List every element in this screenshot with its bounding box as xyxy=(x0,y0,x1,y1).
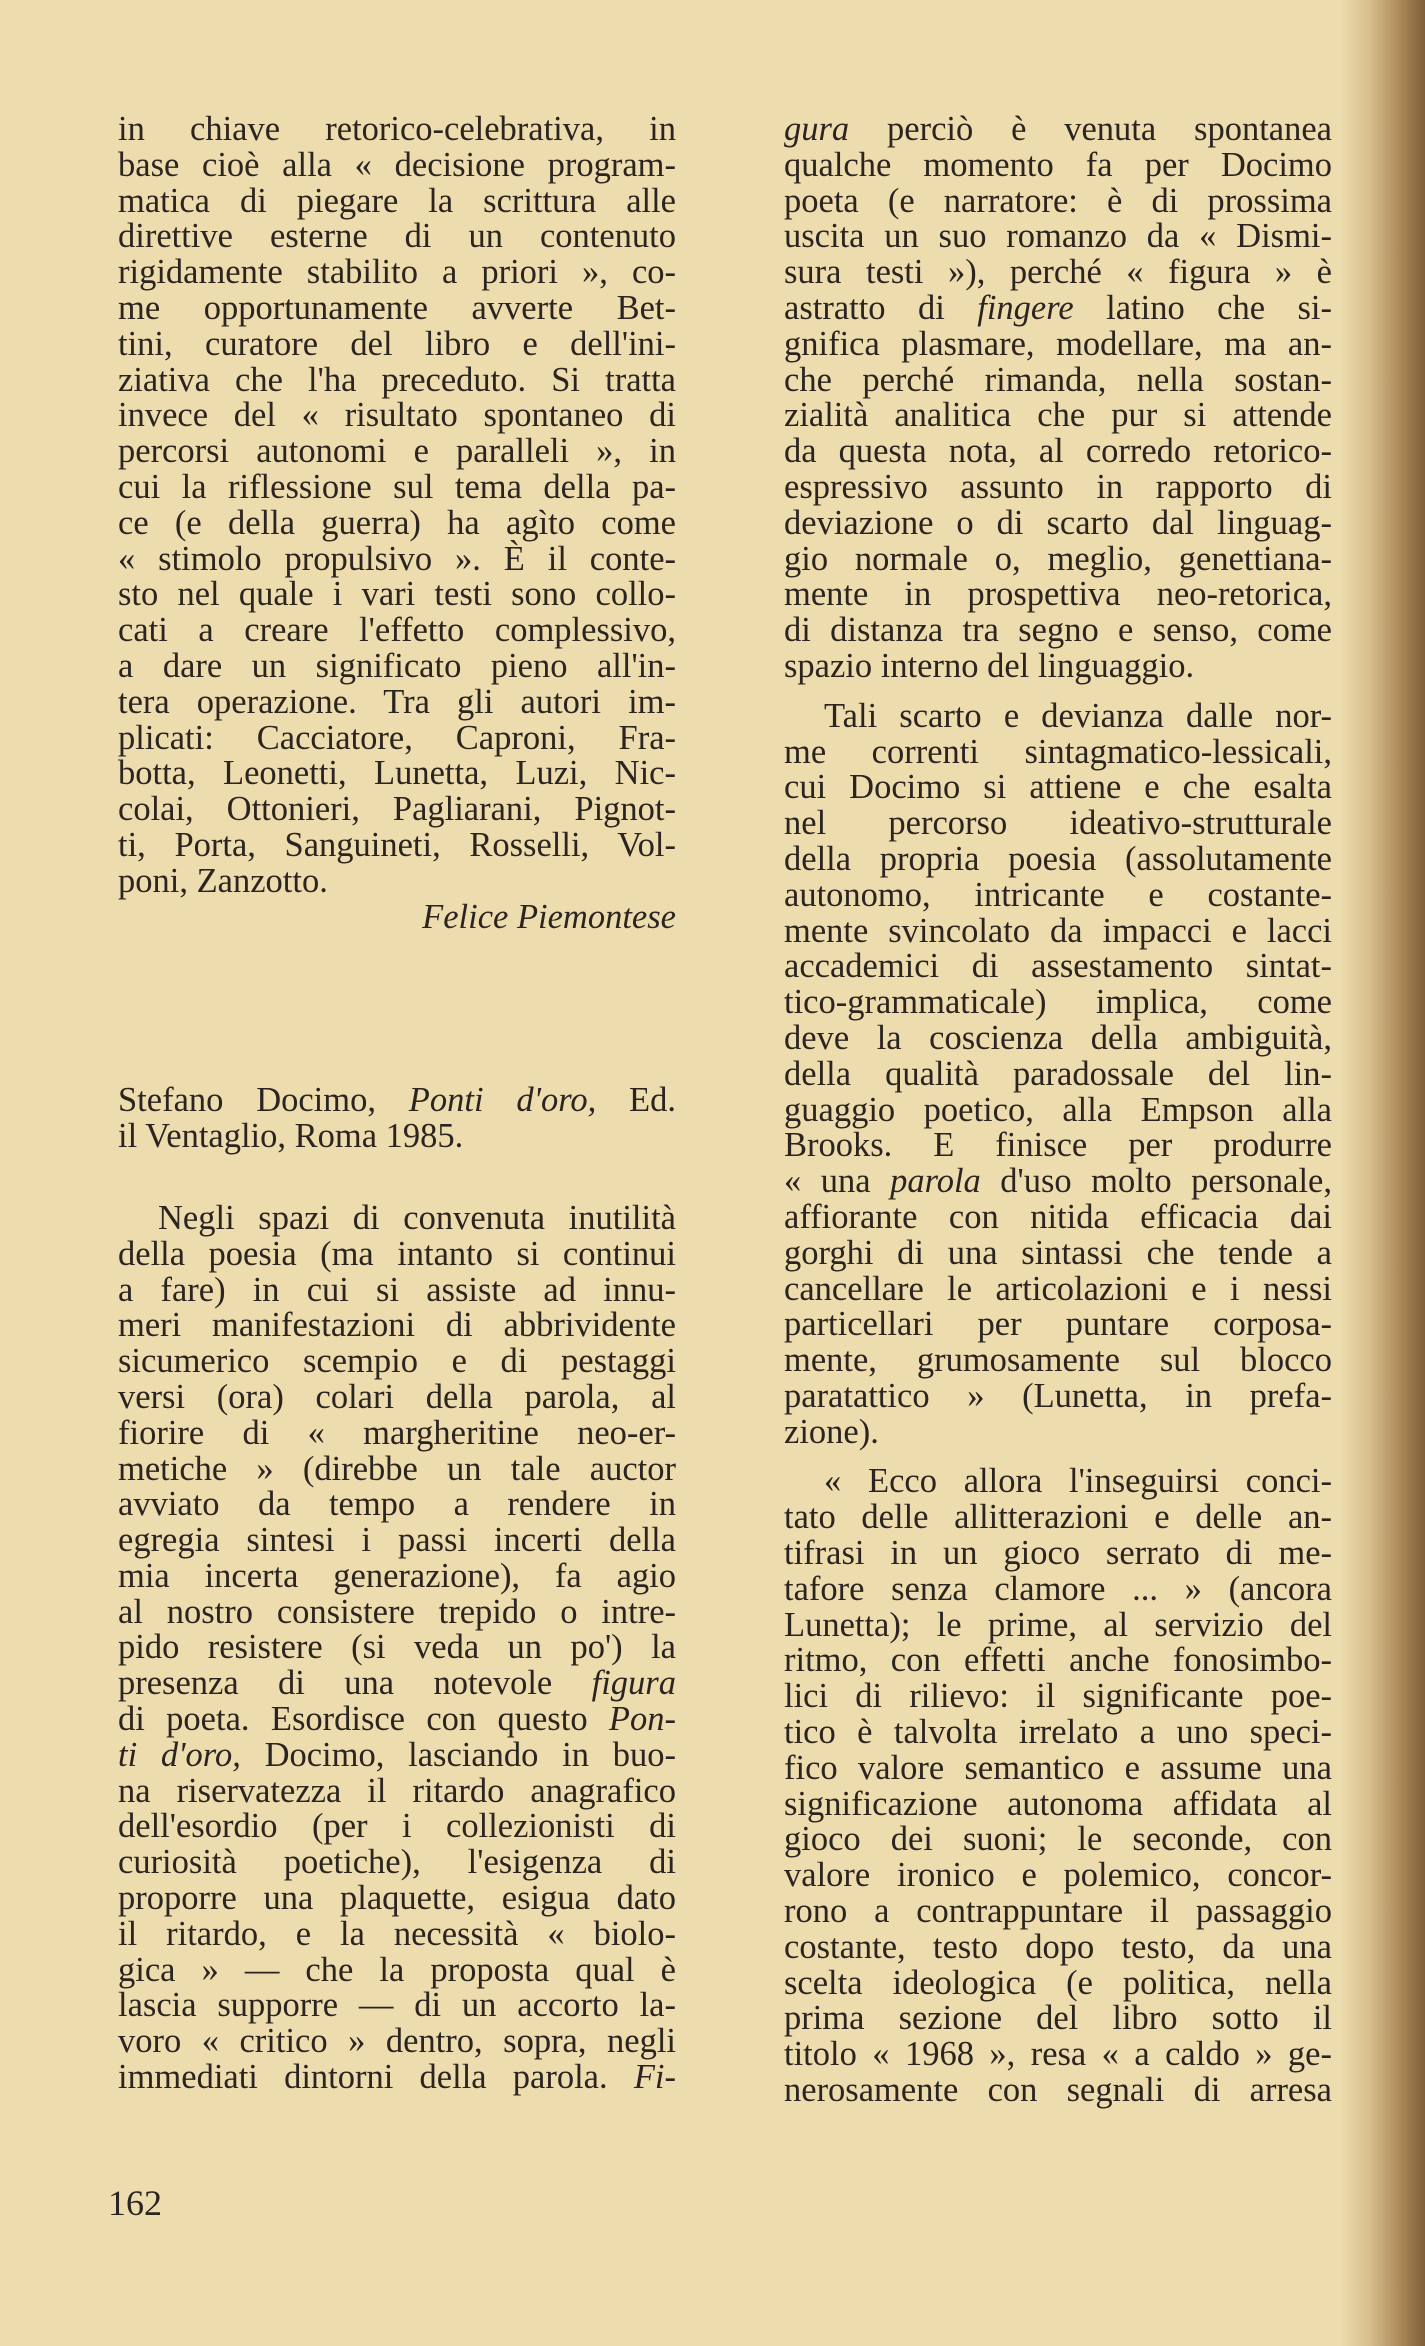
text-line: rono a contrappuntare il passaggio xyxy=(784,1892,1332,1931)
review-signature: Felice Piemontese xyxy=(422,897,676,936)
text-line: Tali scarto e devianza dalle nor- xyxy=(824,696,1332,735)
text-line: proporre una plaquette, esigua dato xyxy=(118,1879,676,1918)
text-line: poni, Zanzotto. xyxy=(118,861,328,900)
text-line: di distanza tra segno e senso, come xyxy=(784,611,1332,650)
book-title: Ponti d'oro, xyxy=(408,1081,597,1120)
text-segment: di poeta. Esordisce con questo xyxy=(118,1700,609,1739)
text-line xyxy=(118,1702,676,1738)
text-line: metiche » (direbbe un tale auctor xyxy=(118,1449,676,1488)
text-segment: astratto di xyxy=(784,288,978,327)
text-line: paratattico » (Lunetta, in prefa- xyxy=(784,1376,1332,1415)
review-paragraph-1-continued xyxy=(784,112,1332,685)
spacer xyxy=(118,935,676,1083)
right-column xyxy=(784,112,1332,2109)
text-line: tico è talvolta irrelato a uno speci- xyxy=(784,1713,1332,1752)
text-line: lici di rilievo: il significante poe- xyxy=(784,1677,1332,1716)
text-segment: perciò è venuta spontanea xyxy=(849,110,1332,148)
text-line: tafore senza clamore ... » (ancora xyxy=(784,1569,1332,1608)
text-line: lascia supporre — di un accorto la- xyxy=(118,1986,676,2025)
text-segment: immediati dintorni della parola. xyxy=(118,2058,634,2097)
review-paragraph-1 xyxy=(118,1198,676,2097)
text-line: a fare) in cui si assiste ad innu- xyxy=(118,1270,676,1309)
text-line: nerosamente con segnali di arresa xyxy=(784,2071,1332,2110)
text-line: tato delle allitterazioni e delle an- xyxy=(784,1498,1332,1537)
text-line: matica di piegare la scrittura alle xyxy=(118,181,676,220)
text-line: in chiave retorico-celebrativa, in xyxy=(118,110,676,148)
text-line: pido resistere (si veda un po') la xyxy=(118,1628,676,1667)
text-line: ce (e della guerra) ha agìto come xyxy=(118,503,676,542)
text-line: « Ecco allora l'inseguirsi conci- xyxy=(824,1462,1332,1501)
text-line: scelta ideologica (e politica, nella xyxy=(784,1963,1332,2002)
text-line xyxy=(784,1164,1332,1200)
text-line: a dare un significato pieno all'in- xyxy=(118,646,676,685)
italic-word: ti d'oro, xyxy=(118,1735,241,1774)
text-line: dell'esordio (per i collezionisti di xyxy=(118,1807,676,1846)
text-line: poeta (e narratore: è di prossima xyxy=(784,181,1332,220)
text-line: Negli spazi di convenuta inutilità xyxy=(158,1198,676,1237)
text-line: colai, Ottonieri, Pagliarani, Pignot- xyxy=(118,790,676,829)
text-line: spazio interno del linguaggio. xyxy=(784,646,1195,685)
italic-word: fingere xyxy=(977,288,1074,327)
text-line: egregia sintesi i passi incerti della xyxy=(118,1521,676,1560)
text-line: autonomo, intricante e costante- xyxy=(784,875,1332,914)
text-line: rigidamente stabilito a priori », co- xyxy=(118,253,676,292)
text-line: voro « critico » dentro, sopra, negli xyxy=(118,2022,676,2061)
text-line: qualche momento fa per Docimo xyxy=(784,145,1332,184)
text-line: na riservatezza il ritardo anagrafico xyxy=(118,1771,676,1810)
text-line: espressivo assunto in rapporto di xyxy=(784,467,1332,506)
text-line: che perché rimanda, nella sostan- xyxy=(784,360,1332,399)
review-ending-paragraph xyxy=(118,112,676,900)
text-line: Brooks. E finisce per produrre xyxy=(784,1126,1332,1165)
text-line: mente svincolato da impacci e lacci xyxy=(784,911,1332,950)
text-line: della qualità paradossale del lin- xyxy=(784,1054,1332,1093)
text-line: curiosità poetiche), l'esigenza di xyxy=(118,1843,676,1882)
text-line: particellari per puntare corposa- xyxy=(784,1305,1332,1344)
text-line: zialità analitica che pur si attende xyxy=(784,396,1332,435)
text-line: costante, testo dopo testo, da una xyxy=(784,1927,1332,1966)
text-line: sura testi »), perché « figura » è xyxy=(784,253,1332,292)
text-line: « stimolo propulsivo ». È il conte- xyxy=(118,539,676,578)
text-line: meri manifestazioni di abbrividente xyxy=(118,1306,676,1345)
text-line: invece del « risultato spontaneo di xyxy=(118,396,676,435)
text-line: gnifica plasmare, modellare, ma an- xyxy=(784,324,1332,363)
text-line: titolo « 1968 », resa « a caldo » ge- xyxy=(784,2035,1332,2074)
text-line: versi (ora) colari della parola, al xyxy=(118,1377,676,1416)
book-heading-line xyxy=(118,1083,676,1119)
text-segment: presenza di una notevole xyxy=(118,1664,592,1703)
text-segment: Docimo, lasciando in buo- xyxy=(240,1735,676,1774)
text-segment: d'uso molto personale, xyxy=(980,1162,1332,1201)
italic-word: gura xyxy=(784,110,850,148)
text-line: valore ironico e polemico, concor- xyxy=(784,1856,1332,1895)
text-line: gorghi di una sintassi che tende a xyxy=(784,1233,1332,1272)
text-line: mente in prospettiva neo-retorica, xyxy=(784,575,1332,614)
text-line: mente, grumosamente sul blocco xyxy=(784,1341,1332,1380)
text-segment: latino che si- xyxy=(1073,288,1332,327)
text-line: fiorire di « margheritine neo-er- xyxy=(118,1413,676,1452)
text-line: cancellare le articolazioni e i nessi xyxy=(784,1269,1332,1308)
text-line xyxy=(118,1666,676,1702)
text-line: della poesia (ma intanto si continui xyxy=(118,1234,676,1273)
text-line: sicumerico scempio e di pestaggi xyxy=(118,1342,676,1381)
text-line: gica » — che la proposta qual è xyxy=(118,1950,676,1989)
text-line: cui Docimo si attiene e che esalta xyxy=(784,768,1332,807)
text-line: tini, curatore del libro e dell'ini- xyxy=(118,324,676,363)
book-publisher-prefix: Ed. xyxy=(596,1081,676,1120)
text-line: ti, Porta, Sanguineti, Rosselli, Vol- xyxy=(118,825,676,864)
review-paragraph-3 xyxy=(784,1464,1332,2108)
text-line: tera operazione. Tra gli autori im- xyxy=(118,682,676,721)
text-line: al nostro consistere trepido o intre- xyxy=(118,1592,676,1631)
text-line: botta, Leonetti, Lunetta, Luzi, Nic- xyxy=(118,754,676,793)
text-line: percorsi autonomi e paralleli », in xyxy=(118,432,676,471)
text-line: ritmo, con effetti anche fonosimbo- xyxy=(784,1641,1332,1680)
text-line: guaggio poetico, alla Empson alla xyxy=(784,1090,1332,1129)
book-author: Stefano Docimo, xyxy=(118,1081,409,1120)
text-line xyxy=(784,112,1332,148)
left-column xyxy=(118,112,676,2096)
text-line: della propria poesia (assolutamente xyxy=(784,839,1332,878)
italic-word: parola xyxy=(890,1162,981,1201)
text-line: cui la riflessione sul tema della pa- xyxy=(118,467,676,506)
text-line: tico-grammaticale) implica, come xyxy=(784,983,1332,1022)
text-line: significazione autonoma affidata al xyxy=(784,1784,1332,1823)
text-line: accademici di assestamento sintat- xyxy=(784,947,1332,986)
review-paragraph-2 xyxy=(784,696,1332,1451)
text-line: zione). xyxy=(784,1412,879,1451)
italic-word: Pon- xyxy=(608,1700,676,1739)
text-line xyxy=(784,288,1332,327)
text-line: base cioè alla « decisione program- xyxy=(118,145,676,184)
text-line: uscita un suo romanzo da « Dismi- xyxy=(784,217,1332,256)
text-line: deve la coscienza della ambiguità, xyxy=(784,1018,1332,1057)
text-line: sto nel quale i vari testi sono collo- xyxy=(118,575,676,614)
text-line: da questa nota, al corredo retorico- xyxy=(784,432,1332,471)
text-line: gioco dei suoni; le seconde, con xyxy=(784,1820,1332,1859)
text-line: deviazione o di scarto dal linguag- xyxy=(784,503,1332,542)
book-publisher: il Ventaglio, Roma 1985. xyxy=(118,1117,464,1156)
text-line: gio normale o, meglio, genettiana- xyxy=(784,539,1332,578)
text-line: ziativa che l'ha preceduto. Si tratta xyxy=(118,360,676,399)
text-line: prima sezione del libro sotto il xyxy=(784,1999,1332,2038)
page-number: 162 xyxy=(108,2183,162,2223)
text-line xyxy=(118,2060,676,2096)
spacer xyxy=(118,1155,676,1201)
text-line: me opportunamente avverte Bet- xyxy=(118,288,676,327)
text-line: tifrasi in un gioco serrato di me- xyxy=(784,1534,1332,1573)
text-line: direttive esterne di un contenuto xyxy=(118,217,676,256)
italic-word: figura xyxy=(591,1664,676,1703)
text-line: cati a creare l'effetto complessivo, xyxy=(118,611,676,650)
text-line: plicati: Cacciatore, Caproni, Fra- xyxy=(118,718,676,757)
text-segment: « una xyxy=(784,1162,891,1201)
text-line: il ritardo, e la necessità « biolo- xyxy=(118,1914,676,1953)
text-line: avviato da tempo a rendere in xyxy=(118,1485,676,1524)
text-line: fico valore semantico e assume una xyxy=(784,1748,1332,1787)
text-line: me correnti sintagmatico-lessicali, xyxy=(784,732,1332,771)
text-line: Lunetta); le prime, al servizio del xyxy=(784,1605,1332,1644)
text-line xyxy=(118,1735,676,1774)
text-line: affiorante con nitida efficacia dai xyxy=(784,1197,1332,1236)
book-heading xyxy=(118,1083,676,1155)
italic-word: Fi- xyxy=(633,2058,676,2097)
text-line: nel percorso ideativo-strutturale xyxy=(784,804,1332,843)
text-line: mia incerta generazione), fa agio xyxy=(118,1556,676,1595)
